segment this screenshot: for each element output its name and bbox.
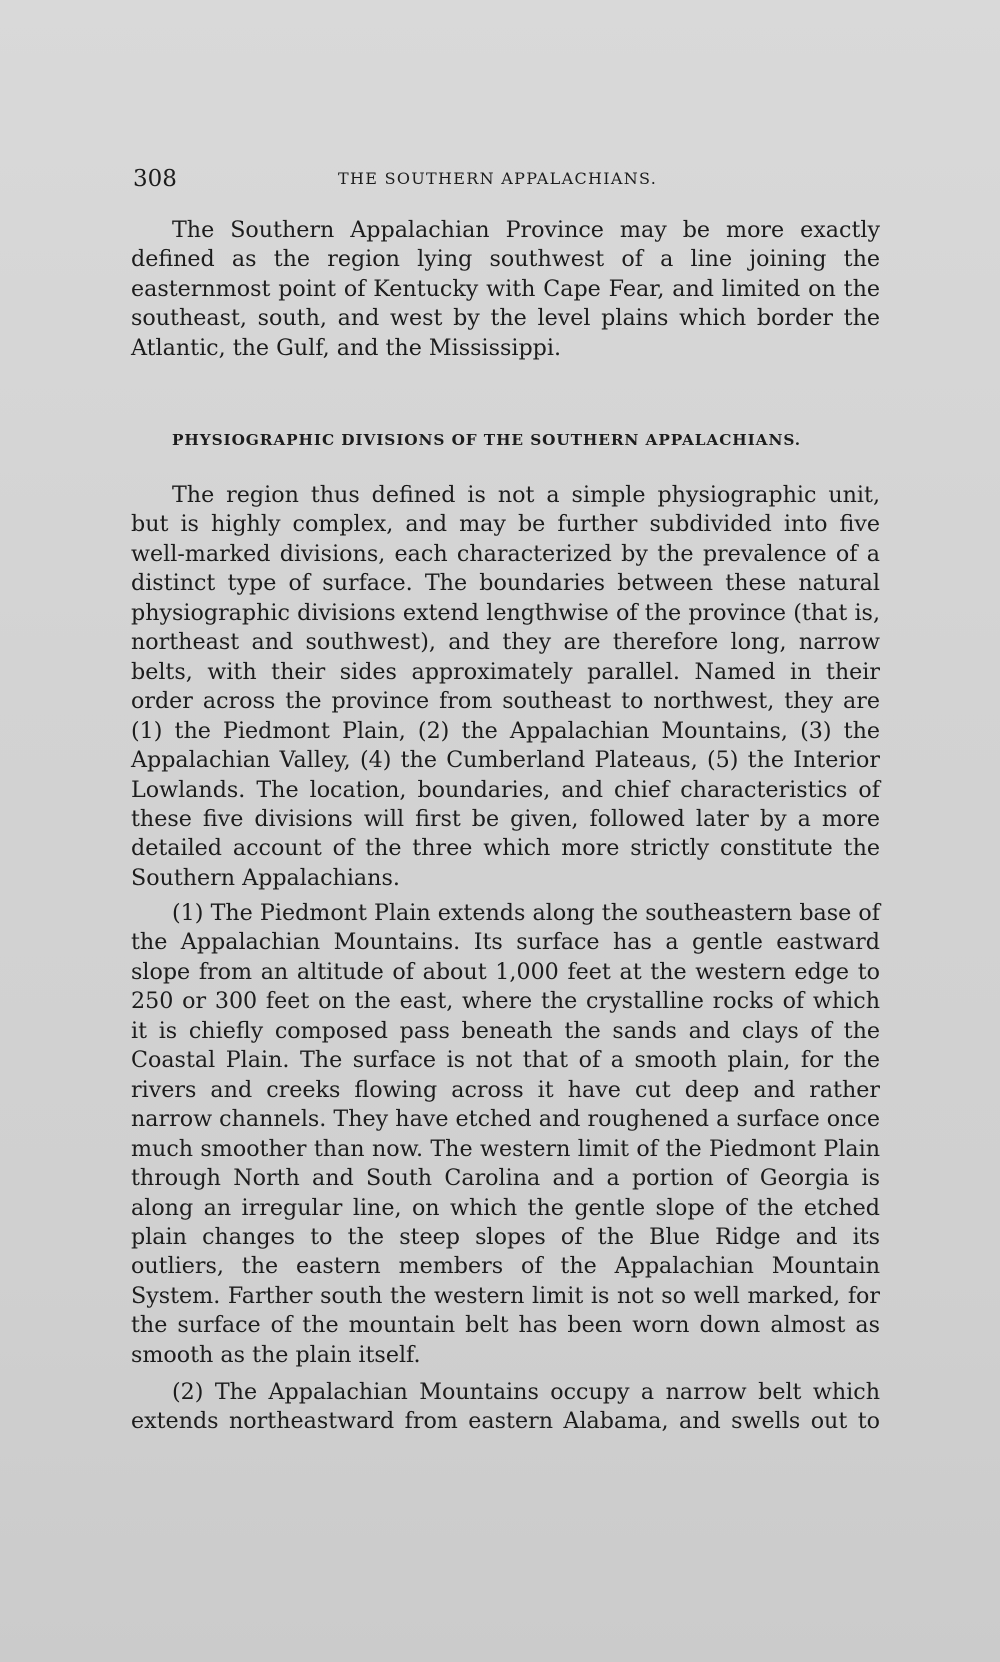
- section-heading: PHYSIOGRAPHIC DIVISIONS OF THE SOUTHERN APPALACHIANS.: [172, 431, 801, 449]
- page-header: [133, 164, 878, 194]
- running-head: THE SOUTHERN APPALACHIANS.: [338, 169, 658, 188]
- paragraph-piedmont-plain: (1) The Piedmont Plain extends along the southeastern base of the Appalachian Mountains. Its surface has a gentle eastward slope from an altitude of about 1,000 feet at the western edge to 250 or 300 feet on the east, where the crystalline rocks of which it is chiefly composed pass beneath the sands and clays of the Coastal Plain. The surface is not that of a smooth plain, for the rivers and creeks flowing across it have cut deep and rather narrow channels. They have etched and roughened a surface once much smoother than now. The western limit of the Piedmont Plain through North and South Carolina and a portion of Georgia is along an irregular line, on which the gentle slope of the etched plain changes to the steep slopes of the Blue Ridge and its outliers, the eastern members of the Appalachian Mountain System. Farther south the western limit is not so well marked, for the surface of the mountain belt has been worn down almost as smooth as the plain itself.: [131, 900, 880, 1368]
- paragraph-divisions-overview: The region thus defined is not a simple physiographic unit, but is highly complex, and may be further subdivided into five well-marked divisions, each characterized by the prevalence of a distinct type of surface. The boundaries between these natural physiographic divisions extend lengthwise of the province (that is, northeast and southwest), and they are therefore long, narrow belts, with their sides approximately parallel. Named in their order across the province from southeast to northwest, they are (1) the Piedmont Plain, (2) the Appalachian Mountains, (3) the Appalachian Valley, (4) the Cumberland Plateaus, (5) the Interior Lowlands. The location, boundaries, and chief characteristics of these five divisions will first be given, followed later by a more detailed account of the three which more strictly constitute the Southern Appalachians.: [131, 482, 880, 891]
- page-number: 308: [133, 166, 177, 192]
- paragraph-province-definition: The Southern Appalachian Province may be more exactly defined as the region lying southwest of a line joining the easternmost point of Kentucky with Cape Fear, and limited on the southeast, south, and west by the level plains which border the Atlantic, the Gulf, and the Mississippi.: [131, 217, 880, 361]
- paragraph-appalachian-mountains: (2) The Appalachian Mountains occupy a narrow belt which extends northeastward from eastern Alabama, and swells out to: [131, 1379, 880, 1435]
